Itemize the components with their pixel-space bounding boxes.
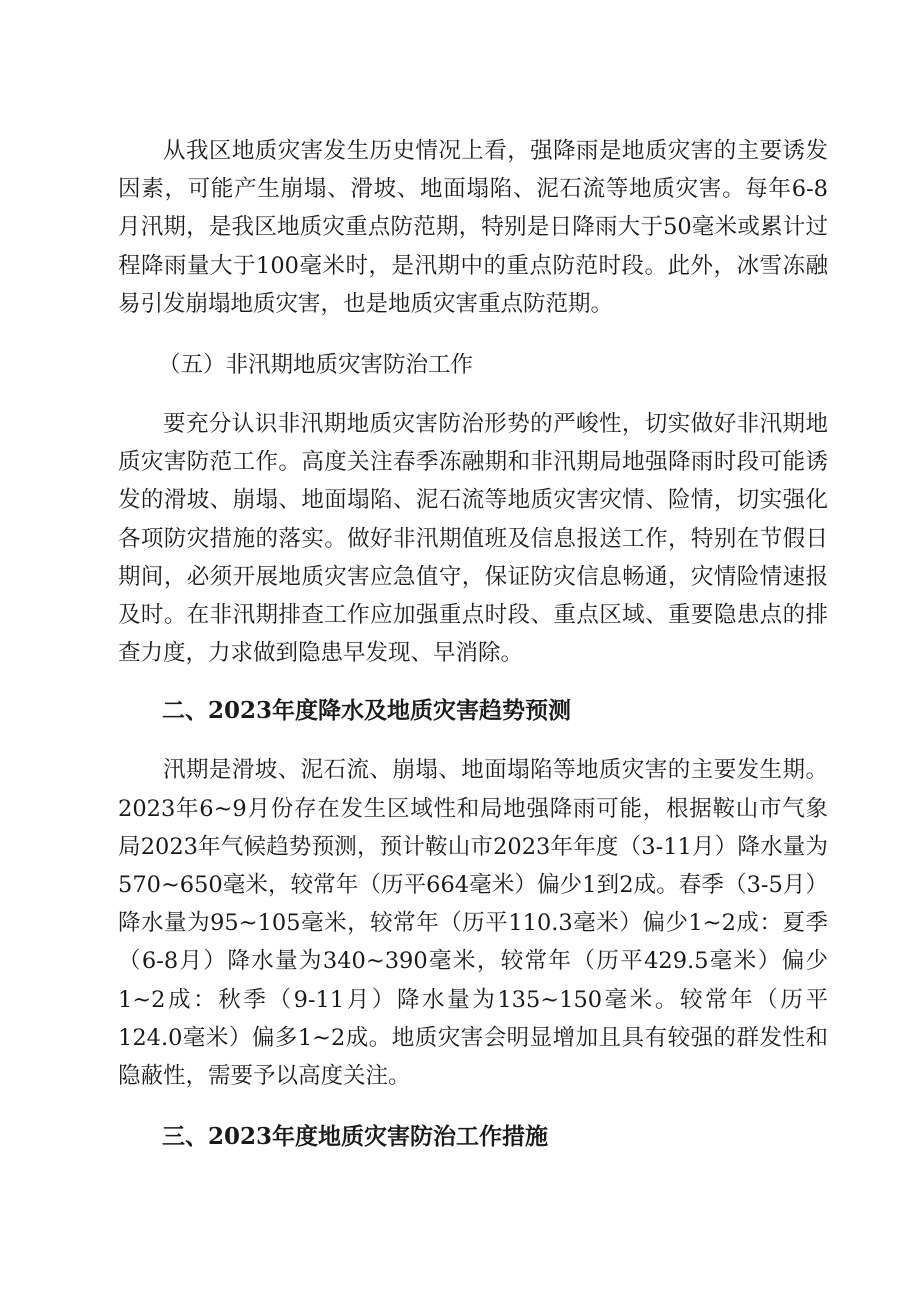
section-title-non-flood-season: （五）非汛期地质灾害防治工作	[158, 352, 474, 379]
heading-precipitation-forecast: 二、2023年度降水及地质灾害趋势预测	[162, 697, 572, 725]
paragraph-flood-season-risk: 从我区地质灾害发生历史情况上看，强降雨是地质灾害的主要诱发因素，可能产生崩塌、滑坡、地面塌陷、泥石流等地质灾害。每年6-8月汛期，是我区地质灾重点防范期，特别是日降雨大于50毫米或累计过程降雨量大于100毫米时，是汛期中的重点防范时段。此外，冰雪冻融易引发崩塌地质灾害，也是地质灾害重点防范期。	[118, 138, 828, 317]
document-page	[118, 132, 828, 1156]
paragraph-non-flood-season-work: 要充分认识非汛期地质灾害防治形势的严峻性，切实做好非汛期地质灾害防范工作。高度关注春季冻融期和非汛期局地强降雨时段可能诱发的滑坡、崩塌、地面塌陷、泥石流等地质灾害灾情、险情，切实强化各项防灾措施的落实。做好非汛期值班及信息报送工作，特别在节假日期间，必须开展地质灾害应急值守，保证防灾信息畅通，灾情险情速报及时。在非汛期排查工作应加强重点时段、重点区域、重要隐患点的排查力度，力求做到隐患早发现、早消除。	[118, 411, 828, 667]
paragraph-precipitation-forecast: 汛期是滑坡、泥石流、崩塌、地面塌陷等地质灾害的主要发生期。2023年6~9月份存在发生区域性和局地强降雨可能，根据鞍山市气象局2023年气候趋势预测，预计鞍山市2023年年度（3-11月）降水量为570~650毫米，较常年（历平664毫米）偏少1到2成。春季（3-5月）降水量为95~105毫米，较常年（历平110.3毫米）偏少1~2成：夏季（6-8月）降水量为340~390毫米，较常年（历平429.5毫米）偏少1~2成：秋季（9-11月）降水量为135~150毫米。较常年（历平124.0毫米）偏多1~2成。地质灾害会明显增加且具有较强的群发性和隐蔽性，需要予以高度关注。	[118, 757, 828, 1090]
heading-prevention-measures: 三、2023年度地质灾害防治工作措施	[162, 1123, 549, 1151]
